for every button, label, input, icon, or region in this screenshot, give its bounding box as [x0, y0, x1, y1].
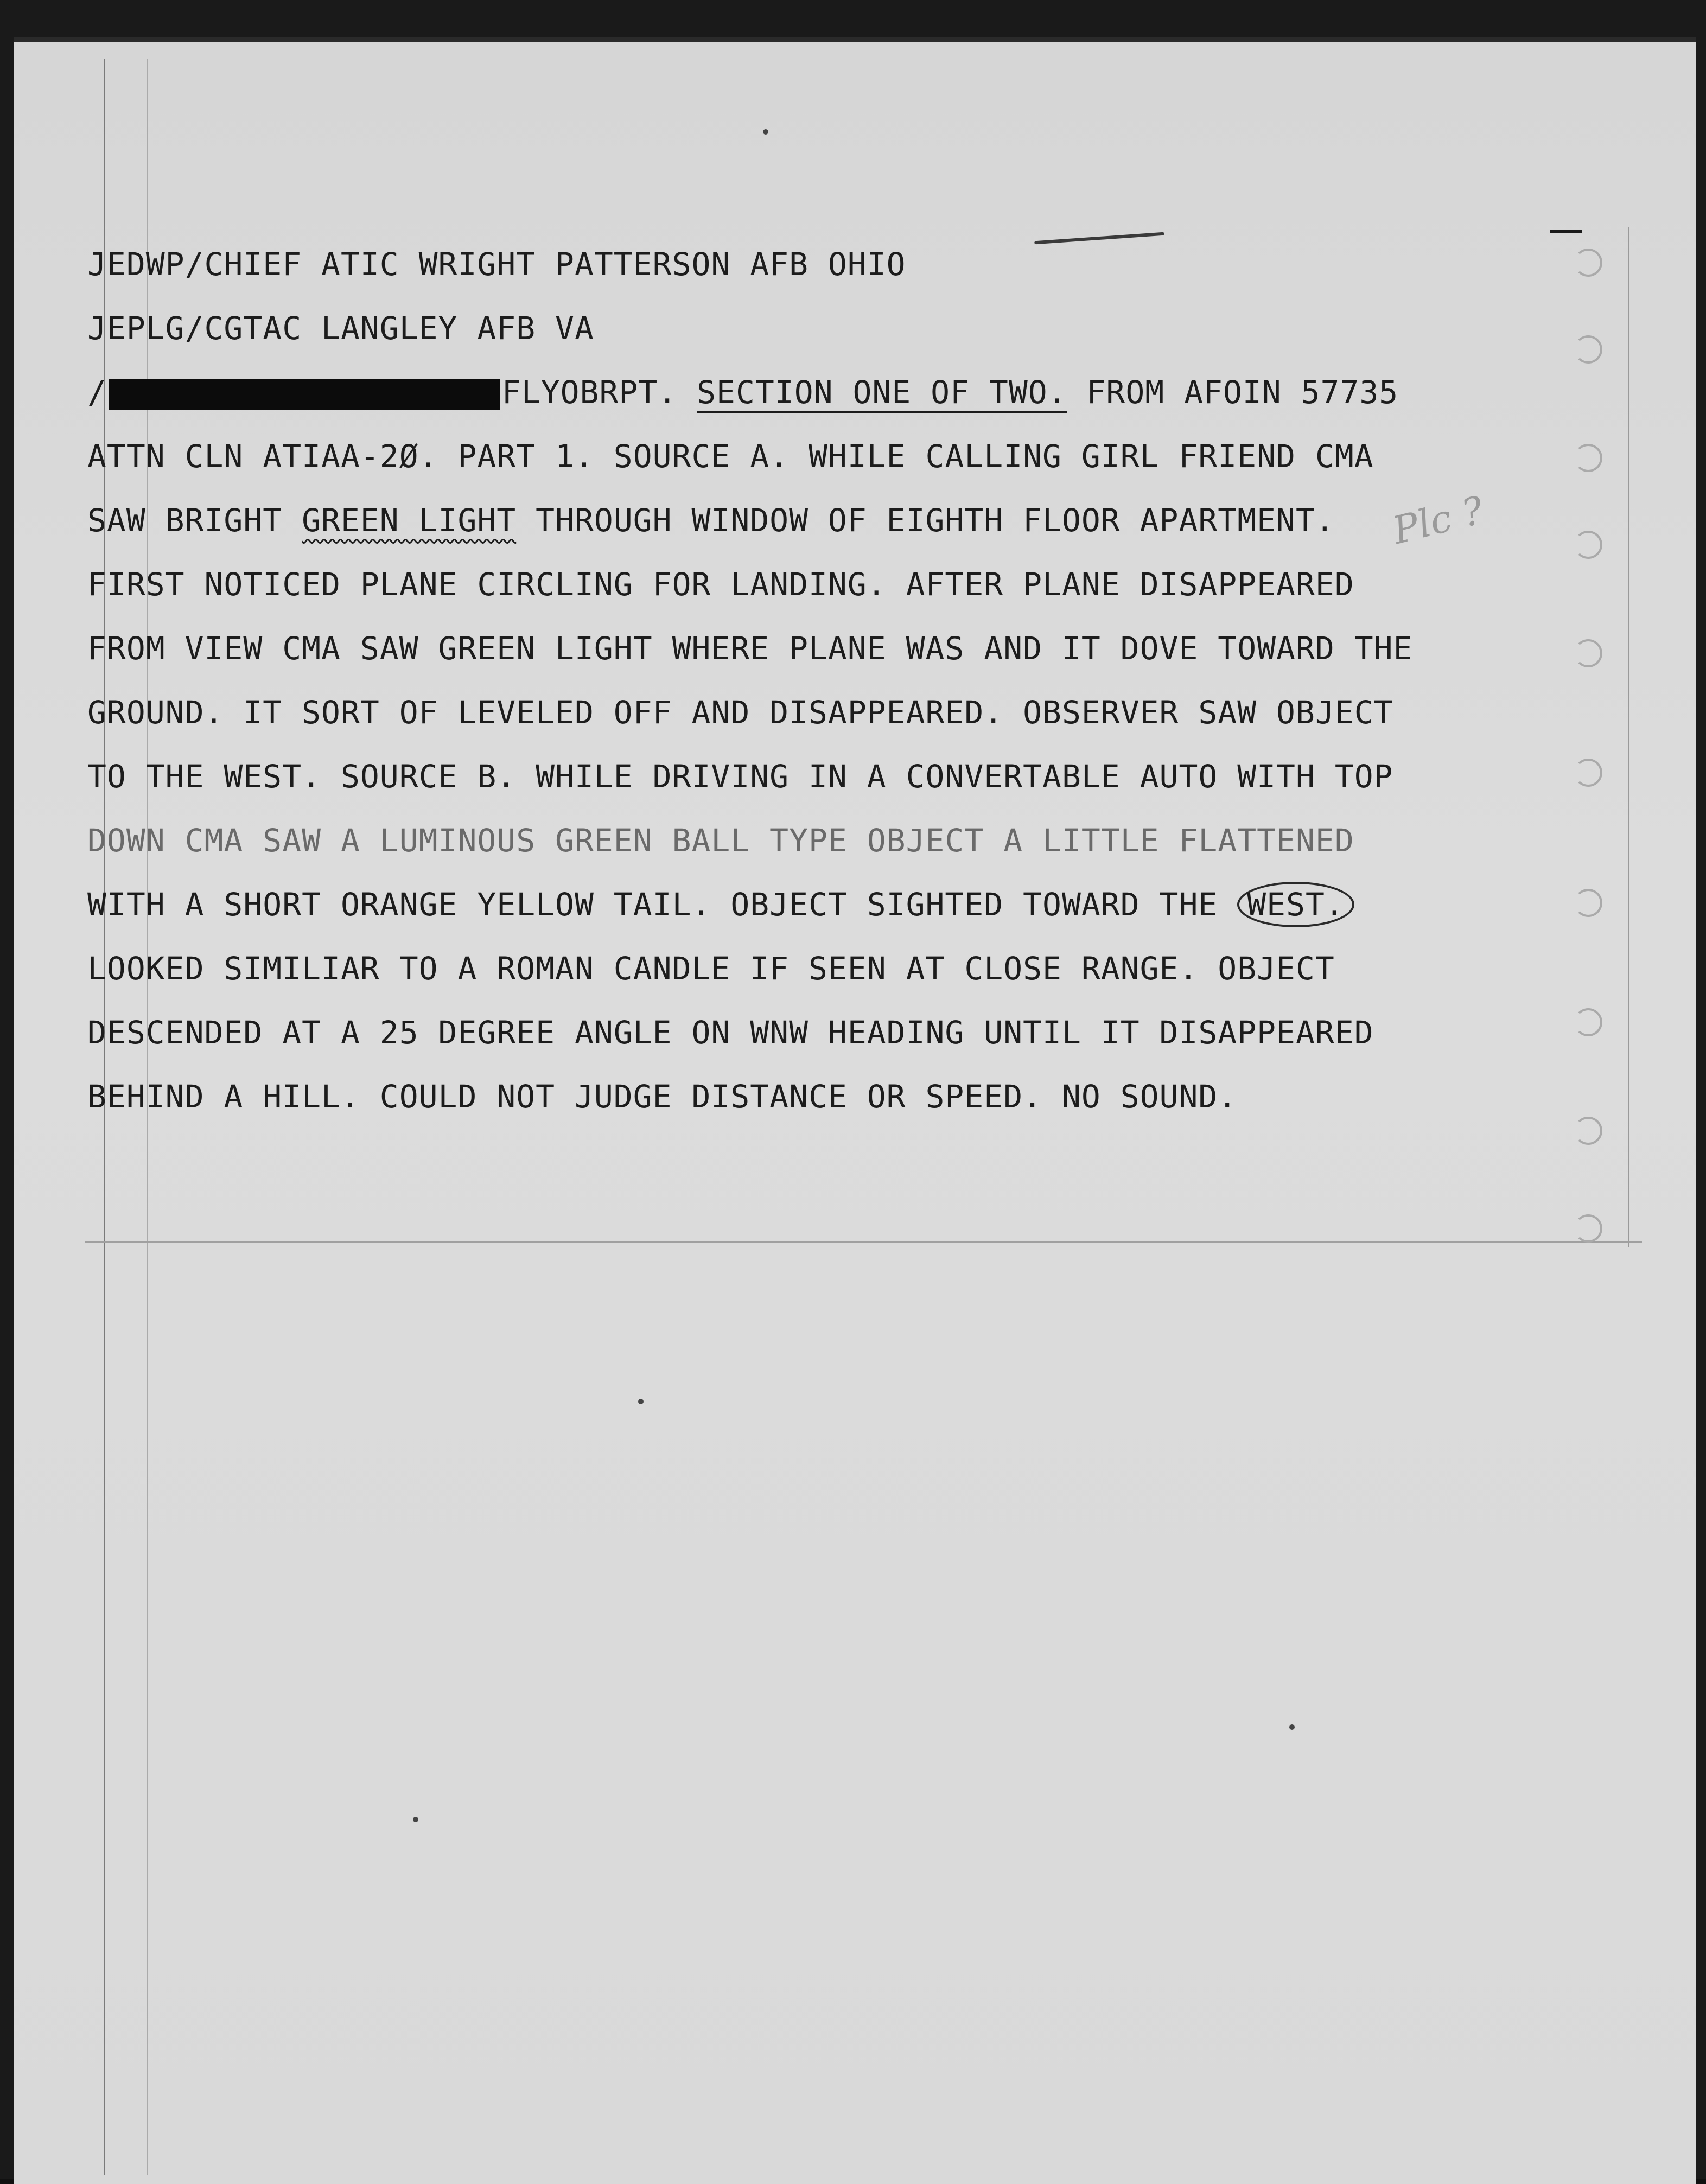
punch-hole-icon: [1574, 889, 1602, 917]
address-line: JEPLG/CGTAC LANGLEY AFB VA: [87, 310, 594, 347]
body-line: GROUND. IT SORT OF LEVELED OFF AND DISAPPEARED. OBSERVER SAW OBJECT: [87, 694, 1393, 731]
punch-hole-icon: [1574, 1214, 1602, 1243]
speck: [1289, 1724, 1295, 1730]
punch-hole-icon: [1574, 759, 1602, 787]
body-line: FIRST NOTICED PLANE CIRCLING FOR LANDING. AFTER PLANE DISAPPEARED: [87, 566, 1354, 603]
bleed-through-border: [85, 1241, 1642, 1249]
redaction-block: [109, 379, 500, 410]
circled-word: WEST.: [1237, 882, 1354, 927]
handwritten-note: Plc ?: [1388, 487, 1488, 553]
address-line: JEDWP/CHIEF ATIC WRIGHT PATTERSON AFB OHIO: [87, 246, 906, 283]
pen-mark: [1550, 230, 1582, 233]
document-page: [14, 37, 1696, 2184]
body-line: FROM VIEW CMA SAW GREEN LIGHT WHERE PLANE WAS AND IT DOVE TOWARD THE: [87, 630, 1413, 667]
page-edge-line: [1628, 227, 1629, 1247]
body-line: DESCENDED AT A 25 DEGREE ANGLE ON WNW HEADING UNTIL IT DISAPPEARED: [87, 1014, 1374, 1051]
marked-phrase: GREEN LIGHT: [302, 502, 517, 539]
body-line: WITH A SHORT ORANGE YELLOW TAIL. OBJECT SIGHTED TOWARD THE WEST.: [87, 873, 1413, 937]
punch-hole-icon: [1574, 444, 1602, 472]
body-line: ATTN CLN ATIAA-2Ø. PART 1. SOURCE A. WHILE CALLING GIRL FRIEND CMA: [87, 438, 1374, 475]
punch-hole-icon: [1574, 249, 1602, 277]
section-heading: SECTION ONE OF TWO.: [697, 374, 1067, 411]
speck: [763, 129, 768, 135]
body-line: TO THE WEST. SOURCE B. WHILE DRIVING IN A CONVERTABLE AUTO WITH TOP: [87, 758, 1393, 795]
body-line: DOWN CMA SAW A LUMINOUS GREEN BALL TYPE OBJECT A LITTLE FLATTENED: [87, 822, 1354, 859]
punch-hole-icon: [1574, 1008, 1602, 1036]
reference-line: [87, 360, 1413, 424]
slash: /: [87, 374, 107, 411]
body-line: SAW BRIGHT GREEN LIGHT THROUGH WINDOW OF EIGHTH FLOOR APARTMENT.: [87, 502, 1335, 539]
punch-hole-icon: [1574, 1117, 1602, 1145]
teletype-body: [87, 232, 1413, 1129]
body-line: LOOKED SIMILIAR TO A ROMAN CANDLE IF SEEN AT CLOSE RANGE. OBJECT: [87, 950, 1335, 987]
punch-hole-icon: [1574, 531, 1602, 559]
report-code: FLYOBRPT.: [501, 374, 697, 411]
punch-hole-icon: [1574, 639, 1602, 667]
speck: [413, 1817, 418, 1822]
punch-hole-icon: [1574, 335, 1602, 364]
reference-number: FROM AFOIN 57735: [1067, 374, 1399, 411]
body-line: BEHIND A HILL. COULD NOT JUDGE DISTANCE OR SPEED. NO SOUND.: [87, 1078, 1238, 1115]
speck: [638, 1399, 644, 1404]
